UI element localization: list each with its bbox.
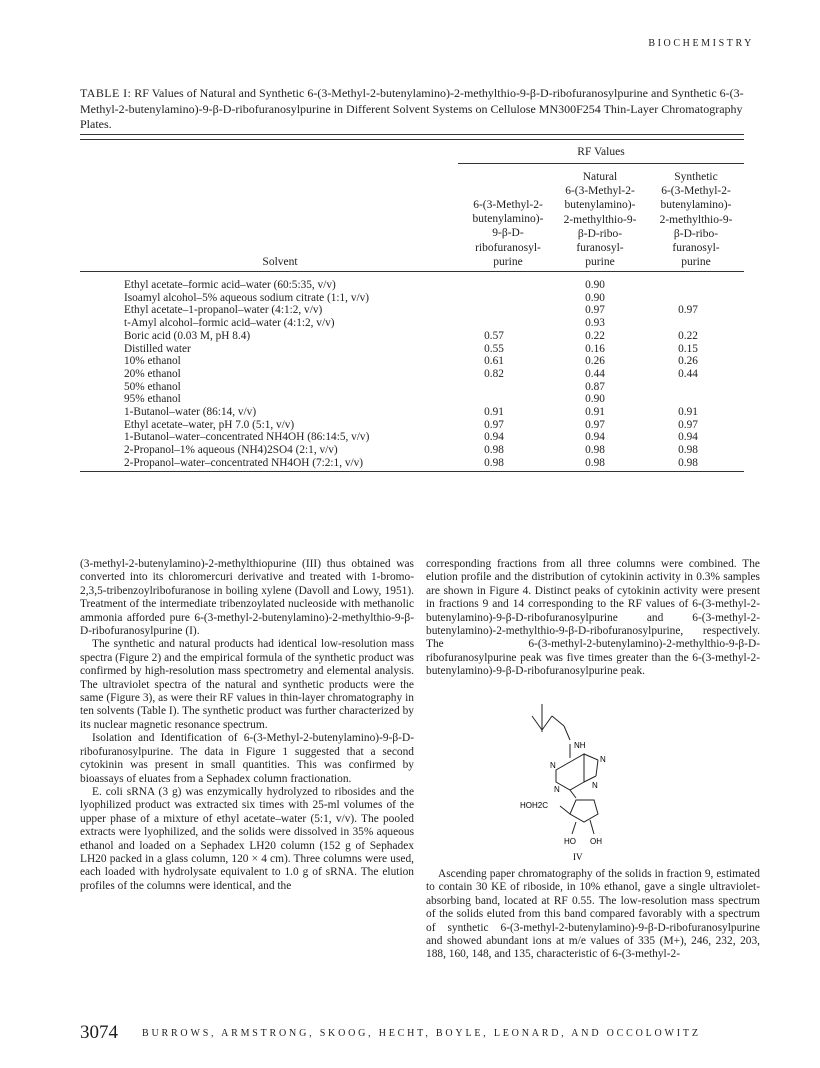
table-top-rule-second [80,139,744,140]
solvent-cell: Ethyl acetate–water, pH 7.0 (5:1, v/v) [124,418,295,431]
column-header-c3: Synthetic 6-(3-Methyl-2- butenylamino)- 2-methylthio-9- β-D-ribo- furanosyl- purine [659,171,733,269]
page-number: 3074 [80,1022,118,1043]
solvent-cell: 50% ethanol [124,380,181,393]
rf-cell-c2: 0.97 [585,418,605,431]
struct-nh: NH [574,741,586,750]
rf-cell-c1: 0.82 [484,367,504,380]
table-header-rule [80,271,744,272]
rf-cell-c2: 0.16 [585,342,605,355]
rf-cell-c1: 0.94 [484,431,504,444]
solvent-cell: 2-Propanol–water–concentrated NH4OH (7:2:1, v/v) [124,456,364,469]
right-paragraph-2: Ascending paper chromatography of the solids in fraction 9, estimated to contain 30 KE of riboside, in 10% ethanol, gave a single ultraviolet-absorbing band, located at RF 0.55. The low-resolution mass spectrum of the solids eluted from this band compared favorably with a spectrum of synthetic 6-(3-methyl-2-butenylamino)-9-β-D-ribofuranosylpurine and showed abundant ions at m/e values of 335 (M+), 246, 232, 203, 188, 160, 148, and 135, characteristic of 6-(3-methyl-2- [426,868,760,961]
solvent-cell: Ethyl acetate–1-propanol–water (4:1:2, v/v) [124,304,323,317]
rf-cell-c2: 0.22 [585,329,605,342]
struct-n1: N [550,761,556,770]
rf-values-rule [458,163,744,164]
column-header-c2: Natural 6-(3-Methyl-2- butenylamino)- 2-methylthio-9- β-D-ribo- furanosyl- purine [563,171,637,269]
right-column-top [426,558,760,679]
table-caption [80,86,744,133]
left-paragraph-4: E. coli sRNA (3 g) was enzymically hydrolyzed to ribosides and the lyophilized product was extracted six times with 25-ml volumes of the upper phase of a mixture of ethyl acetate–water (5:1, v/v). The pooled extracts were lyophilized, and the solids were dissolved in 35% aqueous ethanol and loaded on a Sephadex LH20 column (152 g of Sephadex LH20 packed in a glass column, 120 × 4 cm). Three columns were used, each loaded with hydrolysate equivalent to 1.0 g of sRNA. The elution profiles of the columns were identical, and the [80,785,414,892]
rf-cell-c1: 0.98 [484,444,504,457]
solvent-cell: Distilled water [124,342,191,355]
rf-cell-c2: 0.98 [585,456,605,469]
rf-cell-c3: 0.97 [678,418,698,431]
rf-cell-c3: 0.22 [678,329,698,342]
struct-n3: N [554,785,560,794]
rf-cell-c3: 0.44 [678,367,698,380]
rf-cell-c3: 0.98 [678,444,698,457]
solvent-cell: 2-Propanol–1% aqueous (NH4)2SO4 (2:1, v/v) [124,444,338,457]
rf-cell-c2: 0.91 [585,406,605,418]
table-bottom-rule [80,471,744,472]
rf-cell-c2: 0.97 [585,304,605,317]
column-header-c1: 6-(3-Methyl-2- butenylamino)- 9-β-D- ribofuranosyl- purine [472,199,544,268]
solvent-cell: Boric acid (0.03 M, pH 8.4) [124,329,251,342]
struct-n7: N [600,755,606,764]
solvent-cell: 20% ethanol [124,367,181,380]
right-column-bottom [426,868,760,962]
left-paragraph-1: (3-methyl-2-butenylamino)-2-methylthiopurine (III) thus obtained was converted into its chloromercuri derivative and treated with 1-bromo-2,3,5-tribenzoylribofuranose in boiling xylene (Davoll and Lowy, 1951). Treatment of the intermediate tribenzoylated nucleoside with methanolic ammonia afforded pure 6-(3-methyl-2-butenylamino)-2-methylthio-9-β-D-ribofuranosylpurine (I). [80,558,414,638]
solvent-cell: 1-Butanol–water (86:14, v/v) [124,406,257,418]
column-header-solvent: Solvent [262,256,298,268]
right-paragraph-1: corresponding fractions from all three columns were combined. The elution profile and the distribution of cytokinin activity in 0.3% samples are shown in Figure 4. Distinct peaks of cytokinin activity were present in fractions 9 and 14 corresponding to the RF values of 6-(3-methyl-2-butenylamino)-9-β-D-ribofuranosylpurine and 6-(3-methyl-2-butenylamino)-2-methylthio-9-β-D-ribofuranosylpurine, respectively. The 6-(3-methyl-2-butenylamino)-2-methylthio-9-β-D-ribofuranosylpurine peak was five times greater than the 6-(3-methyl-2-butenylamino)-9-β-D-ribofuranosylpurine peak. [426,558,760,678]
solvent-cell: Ethyl acetate–formic acid–water (60:5:35, v/v) [124,279,336,291]
struct-label: IV [573,852,583,862]
rf-cell-c2: 0.90 [585,279,605,291]
solvent-cell: Isoamyl alcohol–5% aqueous sodium citrate (1:1, v/v) [124,291,370,304]
rf-cell-c1: 0.61 [484,355,504,368]
rf-cell-c3: 0.15 [678,342,698,355]
solvent-cell: 95% ethanol [124,393,181,406]
rf-cell-c2: 0.44 [585,367,605,380]
table-label: TABLE I: [80,86,132,100]
author-line: BURROWS, ARMSTRONG, SKOOG, HECHT, BOYLE, LEONARD, AND OCCOLOWITZ [142,1028,701,1039]
rf-cell-c3: 0.94 [678,431,698,444]
struct-n9: N [592,781,598,790]
struct-oh: OH [590,837,602,846]
table-row [0,292,820,305]
left-paragraph-2: The synthetic and natural products had identical low-resolution mass spectra (Figure 2) and the empirical formula of the synthetic product was confirmed by high-resolution mass spectrometry and elemental analysis. The ultraviolet spectra of the natural and synthetic products were the same (Figure 3), as were their RF values in thin-layer chromatography in ten solvents (Table I). The synthetic product was further characterized by its nuclear magnetic resonance spectrum. [80,638,414,731]
table-row [0,330,820,343]
table-row [0,368,820,381]
rf-cell-c1: 0.91 [484,406,504,418]
running-header: BIOCHEMISTRY [648,38,754,49]
rf-cell-c2: 0.94 [585,431,605,444]
rf-cell-c2: 0.93 [585,317,605,330]
table-row [0,343,820,356]
rf-cell-c1: 0.98 [484,456,504,469]
rf-cell-c2: 0.87 [585,380,605,393]
table-row [0,317,820,330]
rf-cell-c3: 0.91 [678,406,698,418]
rf-cell-c1: 0.97 [484,418,504,431]
table-row [0,381,820,394]
left-paragraph-3: Isolation and Identification of 6-(3-Methyl-2-butenylamino)-9-β-D-ribofuranosylpurine. The data in Figure 1 suggested that a second cytokinin was present in small quantities. This was confirmed by bioassays of eluates from a Sephadex column fractionation. [80,732,414,785]
table-row [0,406,820,419]
rf-cell-c2: 0.90 [585,291,605,304]
struct-ho: HO [564,837,576,846]
table-row [0,393,820,406]
rf-cell-c3: 0.97 [678,304,698,317]
table-row [0,279,820,292]
rf-cell-c3: 0.26 [678,355,698,368]
table-caption-text: RF Values of Natural and Synthetic 6-(3-Methyl-2-butenylamino)-2-methylthio-9-β-D-ribofuranosylpurine and Synthetic 6-(3-Methyl-2-butenylamino)-9-β-D-ribofuranosylpurine in Different Solvent Systems on Cellulose MN300F254 Thin-Layer Chromatography Plates. [80,86,744,131]
left-column [80,558,414,893]
table-row [0,444,820,457]
solvent-cell: 1-Butanol–water–concentrated NH4OH (86:14:5, v/v) [124,431,370,444]
rf-cell-c2: 0.90 [585,393,605,406]
rf-cell-c3: 0.98 [678,456,698,469]
rf-cell-c2: 0.26 [585,355,605,368]
rf-cell-c1: 0.57 [484,329,504,342]
chemical-structure-iv [520,696,670,864]
table-row [0,457,820,470]
table-top-rule [80,134,744,135]
rf-values-header: RF Values [577,146,625,158]
solvent-cell: t-Amyl alcohol–formic acid–water (4:1:2, v/v) [124,317,335,330]
table-row [0,419,820,432]
table-row [0,431,820,444]
table-row [0,304,820,317]
struct-hoh2c: HOH2C [520,801,549,810]
solvent-cell: 10% ethanol [124,355,181,368]
rf-cell-c2: 0.98 [585,444,605,457]
rf-cell-c1: 0.55 [484,342,504,355]
table-row [0,355,820,368]
